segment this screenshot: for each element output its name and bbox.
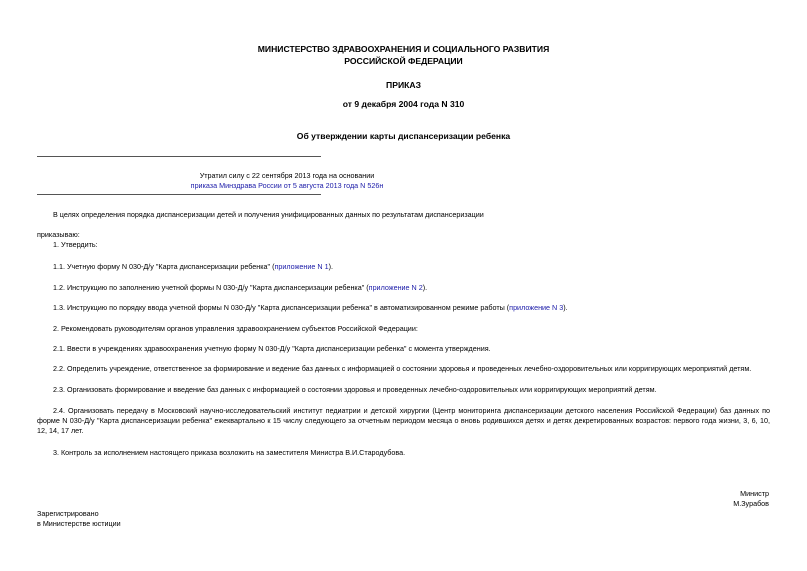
item-1-3-end: ).: [563, 303, 568, 312]
item-1-1-text: 1.1. Учетную форму N 030-Д/у "Карта диспансеризации ребенка" (: [53, 262, 275, 271]
intro-paragraph: В целях определения порядка диспансеризации детей и получения унифицированных данных по результатам диспансеризации: [53, 210, 484, 219]
document-type: ПРИКАЗ: [386, 80, 421, 90]
item-1-2: [53, 283, 427, 293]
item-1-2-end: ).: [422, 283, 428, 292]
document-date-number: от 9 декабря 2004 года N 310: [342, 99, 465, 109]
item-2: 2. Рекомендовать руководителям органов управления здравоохранением субъектов Российской Федерации:: [53, 324, 418, 333]
status-note-link[interactable]: приказа Минздрава России от 5 августа 2013 года N 526н: [190, 181, 384, 190]
item-1-2-text: 1.2. Инструкцию по заполнению учетной формы N 030-Д/у "Карта диспансеризации ребенка" (: [53, 283, 369, 292]
order-word: приказываю:: [37, 230, 80, 239]
appendix-3-link[interactable]: приложение N 3: [509, 303, 564, 312]
signature-name: М.Зурабов: [733, 499, 769, 508]
appendix-1-link[interactable]: приложение N 1: [274, 262, 329, 271]
item-3: 3. Контроль за исполнением настоящего приказа возложить на заместителя Министра В.И.Стародубова.: [53, 448, 406, 457]
appendix-2-link[interactable]: приложение N 2: [368, 283, 423, 292]
status-note-text: Утратил силу с 22 сентября 2013 года на основании: [199, 171, 375, 180]
item-2-4: 2.4. Организовать передачу в Московский научно-исследовательский институт педиатрии и детской хирургии (Центр мониторинга диспансеризации детского населения Российской Федерации) баз данных по форме N 030-Д/у "Карта диспансеризации ребенка" ежеквартально к 15 числу следующего за отчетным периодом месяца о вновь родившихся детях и детях декретированных возрастов: первого года жизни, 3, 6, 10, 12, 14, 17 лет.: [37, 406, 770, 435]
signature-position: Министр: [740, 489, 769, 498]
item-1-1-end: ).: [328, 262, 333, 271]
ministry-name-line1: МИНИСТЕРСТВО ЗДРАВООХРАНЕНИЯ И СОЦИАЛЬНОГО РАЗВИТИЯ: [257, 44, 550, 54]
item-2-1: 2.1. Ввести в учреждениях здравоохранения учетную форму N 030-Д/у "Карта диспансеризации ребенка" с момента утверждения.: [53, 344, 491, 353]
item-1-3-text: 1.3. Инструкцию по порядку ввода учетной формы N 030-Д/у "Карта диспансеризации ребенка" в автоматизированном режиме работы (: [53, 303, 510, 312]
item-2-3: 2.3. Организовать формирование и введение баз данных с информацией о состоянии здоровья и проведенных лечебно-оздоровительных или корригирующих мероприятий детям.: [53, 385, 657, 394]
document-title: Об утверждении карты диспансеризации ребенка: [296, 131, 511, 141]
divider-bottom: [37, 194, 321, 195]
divider-top: [37, 156, 321, 157]
status-note-link-row: [37, 181, 537, 191]
item-2-2: 2.2. Определить учреждение, ответственное за формирование и ведение баз данных с информацией о состоянии здоровья и проведенных лечебно-оздоровительных или корригирующих мероприятий детям.: [53, 364, 752, 373]
item-1-3: [53, 303, 568, 313]
registration-line1: Зарегистрировано: [37, 509, 99, 518]
item-1-1: [53, 262, 333, 272]
item-1: 1. Утвердить:: [53, 240, 98, 249]
ministry-name-line2: РОССИЙСКОЙ ФЕДЕРАЦИИ: [344, 56, 463, 66]
registration-line2: в Министерстве юстиции: [37, 519, 121, 528]
